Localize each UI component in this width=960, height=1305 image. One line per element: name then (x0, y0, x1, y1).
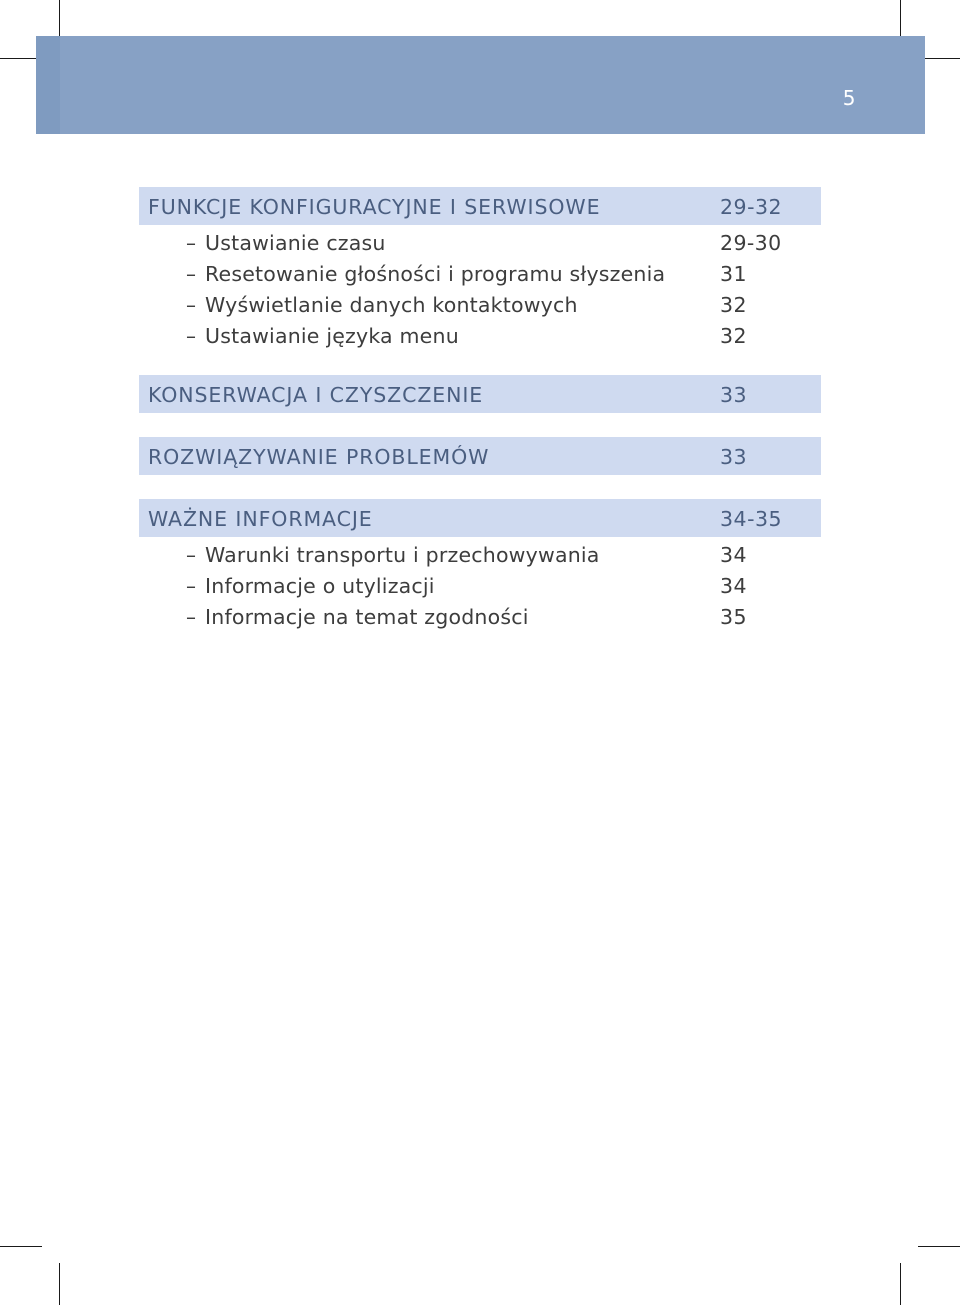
item-pages: 35 (720, 605, 747, 629)
section-items (139, 225, 821, 351)
item-label: Informacje o utylizacji (205, 574, 435, 598)
toc-item[interactable] (139, 539, 821, 570)
section-pages: 29-32 (720, 195, 783, 219)
section-items (139, 537, 821, 632)
item-label: Ustawianie języka menu (205, 324, 459, 348)
item-label: Informacje na temat zgodności (205, 605, 529, 629)
toc-item[interactable] (139, 227, 821, 258)
item-label: Warunki transportu i przechowywania (205, 543, 600, 567)
item-pages: 34 (720, 543, 747, 567)
dash-bullet: – (186, 574, 196, 598)
toc-section (139, 375, 821, 413)
toc-item[interactable] (139, 570, 821, 601)
toc-section (139, 437, 821, 475)
item-pages: 31 (720, 262, 747, 286)
crop-mark (59, 1263, 60, 1305)
item-label: Resetowanie głośności i programu słyszenia (205, 262, 666, 286)
section-title: WAŻNE INFORMACJE (148, 507, 373, 531)
toc-item[interactable] (139, 601, 821, 632)
item-pages: 32 (720, 324, 747, 348)
crop-mark (918, 1246, 960, 1247)
section-pages: 33 (720, 445, 748, 469)
dash-bullet: – (186, 605, 196, 629)
toc-item[interactable] (139, 320, 821, 351)
section-heading[interactable] (139, 499, 821, 537)
item-pages: 29-30 (720, 231, 782, 255)
header-band (36, 36, 925, 134)
section-title: FUNKCJE KONFIGURACYJNE I SERWISOWE (148, 195, 601, 219)
item-pages: 34 (720, 574, 747, 598)
toc-item[interactable] (139, 289, 821, 320)
section-pages: 34-35 (720, 507, 783, 531)
item-label: Ustawianie czasu (205, 231, 386, 255)
section-pages: 33 (720, 383, 748, 407)
crop-mark (0, 1246, 42, 1247)
toc-section (139, 499, 821, 632)
dash-bullet: – (186, 293, 196, 317)
dash-bullet: – (186, 231, 196, 255)
item-label: Wyświetlanie danych kontaktowych (205, 293, 578, 317)
header-band-edge (36, 36, 60, 134)
section-heading[interactable] (139, 375, 821, 413)
page-number: 5 (842, 86, 856, 110)
crop-mark (900, 1263, 901, 1305)
table-of-contents (139, 187, 821, 656)
section-title: ROZWIĄZYWANIE PROBLEMÓW (148, 445, 490, 469)
item-pages: 32 (720, 293, 747, 317)
toc-item[interactable] (139, 258, 821, 289)
section-title: KONSERWACJA I CZYSZCZENIE (148, 383, 484, 407)
section-heading[interactable] (139, 187, 821, 225)
dash-bullet: – (186, 262, 196, 286)
toc-section (139, 187, 821, 351)
section-heading[interactable] (139, 437, 821, 475)
dash-bullet: – (186, 543, 196, 567)
dash-bullet: – (186, 324, 196, 348)
